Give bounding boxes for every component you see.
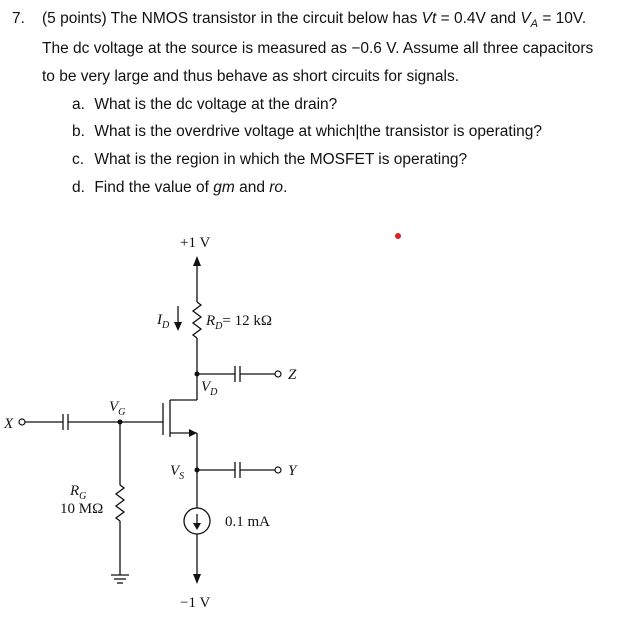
part-letter: d.: [72, 179, 85, 196]
rg-label: $R_G$: [70, 483, 87, 502]
id-label: $I_D$: [157, 312, 170, 331]
rg-value: 10 MΩ: [60, 501, 104, 517]
current-value: 0.1 mA: [225, 514, 270, 530]
rd-resistor: [193, 302, 201, 338]
vg-label: $V_G$: [109, 399, 126, 418]
part-letter: b.: [72, 123, 85, 140]
part-text-and: and: [234, 179, 270, 196]
vt-value: = 0.4V and: [436, 10, 521, 27]
va-value: = 10V.: [538, 10, 587, 27]
part-text-period: .: [283, 179, 288, 196]
va-symbol: V: [520, 10, 531, 27]
part-text: What is the overdrive voltage at which|the transistor is operating?: [94, 123, 543, 140]
rd-label: $R_D= 12$ kΩ: [206, 313, 273, 332]
question-line-2: The dc voltage at the source is measured as −0.6 V. Assume all three capacitors: [42, 40, 594, 57]
vt-symbol: Vt: [421, 10, 437, 27]
vs-label: $V_S$: [170, 463, 185, 482]
gm-symbol: gm: [213, 179, 235, 196]
rg-resistor: [116, 485, 124, 521]
line1-text: The NMOS transistor in the circuit below has: [110, 10, 422, 27]
part-letter: c.: [72, 151, 85, 168]
x-label: X: [4, 416, 14, 432]
part-letter: a.: [72, 96, 85, 113]
vss-arrow: [193, 574, 201, 584]
ro-symbol: ro: [269, 179, 284, 196]
points: (5 points): [42, 10, 107, 27]
part-text: What is the region in which the MOSFET is operating?: [94, 151, 468, 168]
z-label: Z: [288, 367, 297, 383]
y-label: Y: [288, 463, 297, 479]
va-subscript: A: [530, 18, 539, 31]
mosfet-source-arrow: [189, 429, 197, 437]
question-line-3: to be very large and thus behave as short circuits for signals.: [42, 68, 459, 85]
current-source-arrow-head: [193, 523, 201, 530]
id-arrow-head: [174, 322, 182, 331]
vd-label: $V_D$: [201, 379, 218, 398]
part-text: Find the value of: [94, 179, 214, 196]
vdd-label: +1 V: [180, 235, 211, 251]
part-text: What is the dc voltage at the drain?: [94, 96, 338, 113]
y-terminal: [275, 467, 281, 473]
vss-label: −1 V: [180, 595, 211, 611]
annotation-dot: [395, 233, 401, 239]
question-number: 7.: [12, 10, 25, 27]
z-terminal: [275, 371, 281, 377]
x-terminal: [19, 419, 25, 425]
